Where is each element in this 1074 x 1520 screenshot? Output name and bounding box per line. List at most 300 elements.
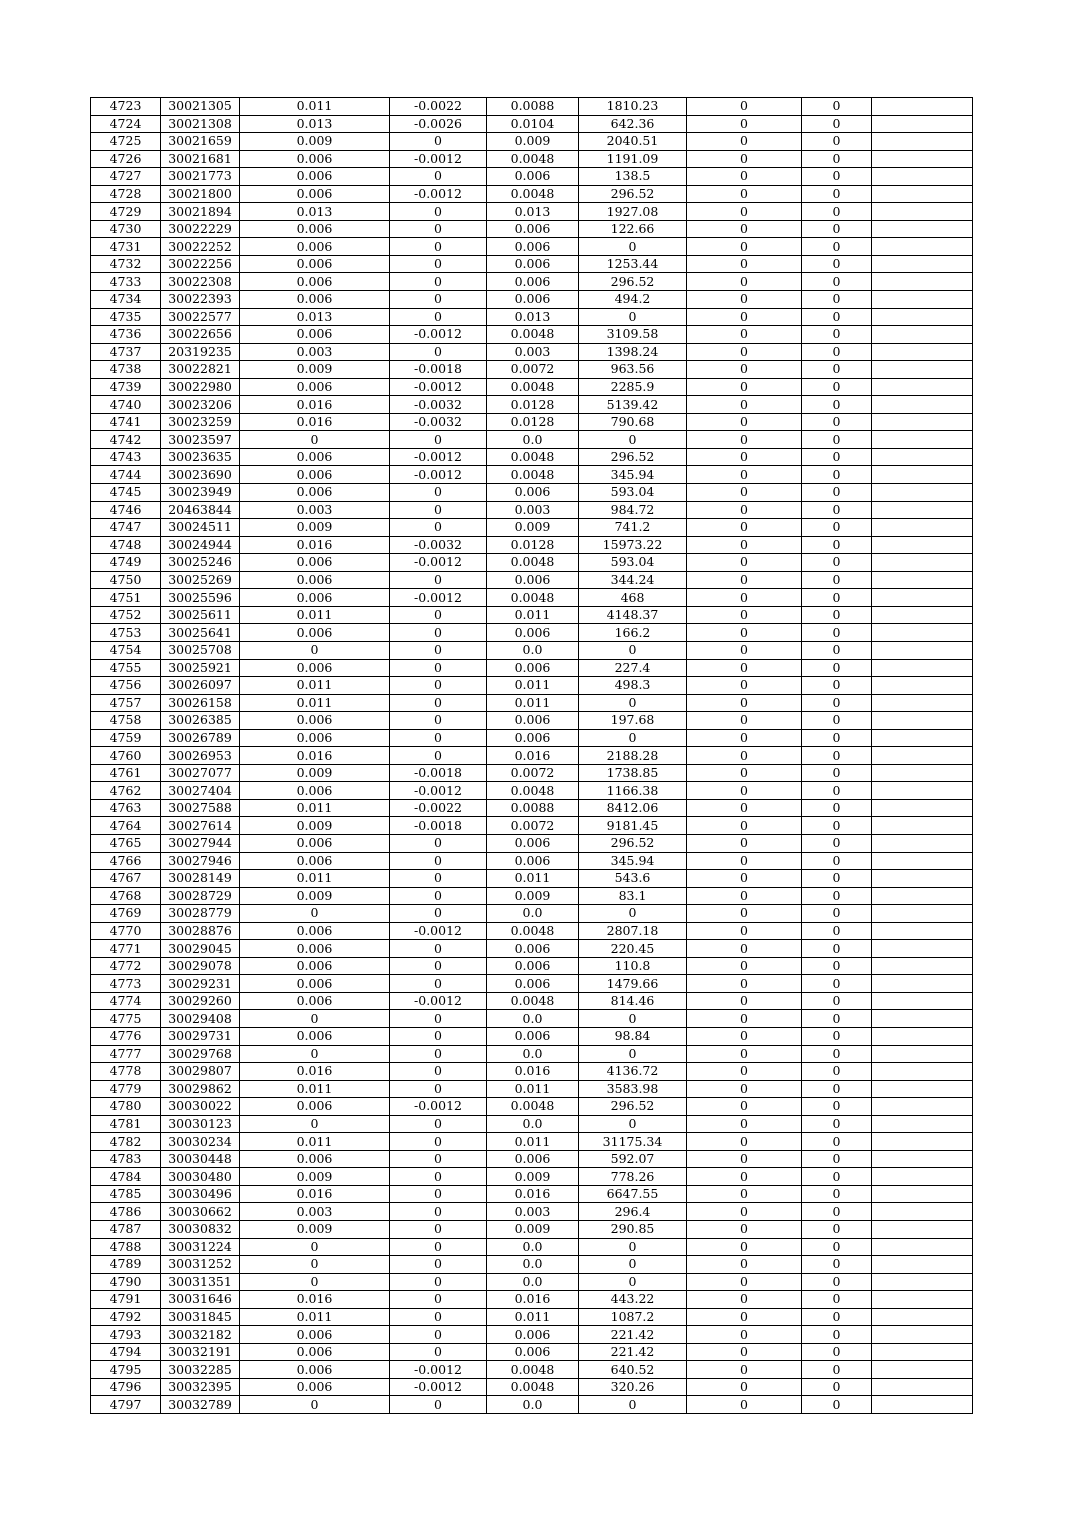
col-g-cell: 0 (687, 747, 802, 765)
blank-cell (872, 1256, 973, 1274)
row-number-cell: 4757 (91, 694, 161, 712)
col-h-cell: 0 (802, 1098, 872, 1116)
value-c-cell: 0.0088 (487, 799, 579, 817)
value-a-cell: 0.009 (240, 361, 390, 379)
table-row (91, 641, 973, 659)
table-row (91, 1396, 973, 1414)
table-row (91, 677, 973, 695)
row-number-cell: 4780 (91, 1098, 161, 1116)
amount-cell: 0 (579, 1256, 687, 1274)
blank-cell (872, 431, 973, 449)
row-number-cell: 4775 (91, 1010, 161, 1028)
id-cell: 30024511 (161, 519, 240, 537)
value-c-cell: 0.003 (487, 343, 579, 361)
col-g-cell: 0 (687, 1045, 802, 1063)
value-c-cell: 0.009 (487, 1221, 579, 1239)
id-cell: 30030123 (161, 1115, 240, 1133)
blank-cell (872, 1115, 973, 1133)
table-row (91, 1343, 973, 1361)
id-cell: 30030480 (161, 1168, 240, 1186)
table-row (91, 1010, 973, 1028)
row-number-cell: 4738 (91, 361, 161, 379)
table-row (91, 1221, 973, 1239)
row-number-cell: 4727 (91, 168, 161, 186)
col-g-cell: 0 (687, 852, 802, 870)
row-number-cell: 4786 (91, 1203, 161, 1221)
row-number-cell: 4747 (91, 519, 161, 537)
value-c-cell: 0.006 (487, 834, 579, 852)
amount-cell: 0 (579, 905, 687, 923)
col-g-cell: 0 (687, 220, 802, 238)
value-c-cell: 0.0 (487, 431, 579, 449)
row-number-cell: 4764 (91, 817, 161, 835)
row-number-cell: 4777 (91, 1045, 161, 1063)
table-row (91, 1045, 973, 1063)
value-a-cell: 0.011 (240, 98, 390, 116)
table-row (91, 1273, 973, 1291)
table-row (91, 203, 973, 221)
amount-cell: 0 (579, 1238, 687, 1256)
blank-cell (872, 694, 973, 712)
value-c-cell: 0.0 (487, 1273, 579, 1291)
blank-cell (872, 185, 973, 203)
value-c-cell: 0.016 (487, 1063, 579, 1081)
col-h-cell: 0 (802, 1378, 872, 1396)
col-g-cell: 0 (687, 554, 802, 572)
col-h-cell: 0 (802, 519, 872, 537)
id-cell: 30022229 (161, 220, 240, 238)
col-g-cell: 0 (687, 834, 802, 852)
amount-cell: 0 (579, 431, 687, 449)
col-g-cell: 0 (687, 1098, 802, 1116)
blank-cell (872, 1168, 973, 1186)
id-cell: 30022393 (161, 291, 240, 309)
value-a-cell: 0 (240, 1273, 390, 1291)
value-b-cell: 0 (390, 1045, 487, 1063)
id-cell: 30025641 (161, 624, 240, 642)
row-number-cell: 4748 (91, 536, 161, 554)
col-g-cell: 0 (687, 203, 802, 221)
id-cell: 30022308 (161, 273, 240, 291)
blank-cell (872, 922, 973, 940)
row-number-cell: 4784 (91, 1168, 161, 1186)
row-number-cell: 4789 (91, 1256, 161, 1274)
blank-cell (872, 992, 973, 1010)
col-g-cell: 0 (687, 817, 802, 835)
col-g-cell: 0 (687, 712, 802, 730)
table-row (91, 1185, 973, 1203)
blank-cell (872, 466, 973, 484)
row-number-cell: 4765 (91, 834, 161, 852)
amount-cell: 2188.28 (579, 747, 687, 765)
amount-cell: 6647.55 (579, 1185, 687, 1203)
table-row (91, 484, 973, 502)
value-a-cell: 0.016 (240, 747, 390, 765)
id-cell: 30027944 (161, 834, 240, 852)
row-number-cell: 4781 (91, 1115, 161, 1133)
table-row (91, 1133, 973, 1151)
col-g-cell: 0 (687, 1238, 802, 1256)
blank-cell (872, 1203, 973, 1221)
value-a-cell: 0.013 (240, 115, 390, 133)
row-number-cell: 4741 (91, 413, 161, 431)
value-c-cell: 0.009 (487, 1168, 579, 1186)
col-g-cell: 0 (687, 624, 802, 642)
table-row (91, 255, 973, 273)
table-row (91, 1291, 973, 1309)
value-b-cell: 0 (390, 1063, 487, 1081)
blank-cell (872, 957, 973, 975)
value-b-cell: 0 (390, 501, 487, 519)
value-a-cell: 0.006 (240, 1378, 390, 1396)
id-cell: 30029078 (161, 957, 240, 975)
col-h-cell: 0 (802, 1045, 872, 1063)
blank-cell (872, 817, 973, 835)
value-a-cell: 0 (240, 1010, 390, 1028)
amount-cell: 197.68 (579, 712, 687, 730)
value-c-cell: 0.006 (487, 1027, 579, 1045)
row-number-cell: 4753 (91, 624, 161, 642)
id-cell: 30029231 (161, 975, 240, 993)
amount-cell: 543.6 (579, 870, 687, 888)
col-h-cell: 0 (802, 203, 872, 221)
value-c-cell: 0.006 (487, 168, 579, 186)
amount-cell: 494.2 (579, 291, 687, 309)
amount-cell: 220.45 (579, 940, 687, 958)
value-b-cell: 0 (390, 203, 487, 221)
value-a-cell: 0 (240, 431, 390, 449)
col-h-cell: 0 (802, 1203, 872, 1221)
value-a-cell: 0.006 (240, 1361, 390, 1379)
table-row (91, 817, 973, 835)
row-number-cell: 4770 (91, 922, 161, 940)
col-h-cell: 0 (802, 1185, 872, 1203)
row-number-cell: 4791 (91, 1291, 161, 1309)
amount-cell: 593.04 (579, 484, 687, 502)
amount-cell: 1810.23 (579, 98, 687, 116)
value-c-cell: 0.0128 (487, 413, 579, 431)
value-c-cell: 0.011 (487, 677, 579, 695)
col-h-cell: 0 (802, 1273, 872, 1291)
col-g-cell: 0 (687, 1203, 802, 1221)
blank-cell (872, 150, 973, 168)
table-row (91, 291, 973, 309)
table-row (91, 220, 973, 238)
col-g-cell: 0 (687, 799, 802, 817)
value-a-cell: 0.006 (240, 185, 390, 203)
id-cell: 30025611 (161, 606, 240, 624)
col-g-cell: 0 (687, 887, 802, 905)
value-a-cell: 0.006 (240, 484, 390, 502)
blank-cell (872, 1098, 973, 1116)
value-b-cell: 0 (390, 308, 487, 326)
value-b-cell: -0.0012 (390, 589, 487, 607)
table-row (91, 799, 973, 817)
table-row (91, 606, 973, 624)
row-number-cell: 4743 (91, 448, 161, 466)
value-c-cell: 0.009 (487, 133, 579, 151)
value-b-cell: 0 (390, 1273, 487, 1291)
table-row (91, 905, 973, 923)
blank-cell (872, 975, 973, 993)
amount-cell: 296.52 (579, 448, 687, 466)
blank-cell (872, 1343, 973, 1361)
value-b-cell: -0.0012 (390, 554, 487, 572)
row-number-cell: 4779 (91, 1080, 161, 1098)
amount-cell: 227.4 (579, 659, 687, 677)
amount-cell: 1479.66 (579, 975, 687, 993)
col-h-cell: 0 (802, 606, 872, 624)
value-b-cell: 0 (390, 712, 487, 730)
col-h-cell: 0 (802, 747, 872, 765)
value-c-cell: 0.0088 (487, 98, 579, 116)
value-a-cell: 0.011 (240, 1308, 390, 1326)
id-cell: 30028149 (161, 870, 240, 888)
blank-cell (872, 782, 973, 800)
table-row (91, 361, 973, 379)
value-b-cell: 0 (390, 659, 487, 677)
amount-cell: 0 (579, 1273, 687, 1291)
value-a-cell: 0 (240, 1115, 390, 1133)
id-cell: 30029408 (161, 1010, 240, 1028)
blank-cell (872, 536, 973, 554)
blank-cell (872, 448, 973, 466)
table-row (91, 150, 973, 168)
value-b-cell: -0.0012 (390, 992, 487, 1010)
value-b-cell: 0 (390, 571, 487, 589)
id-cell: 30026158 (161, 694, 240, 712)
row-number-cell: 4745 (91, 484, 161, 502)
value-a-cell: 0 (240, 1256, 390, 1274)
table-row (91, 712, 973, 730)
col-g-cell: 0 (687, 448, 802, 466)
blank-cell (872, 729, 973, 747)
col-g-cell: 0 (687, 378, 802, 396)
value-c-cell: 0.011 (487, 870, 579, 888)
col-h-cell: 0 (802, 1168, 872, 1186)
blank-cell (872, 1150, 973, 1168)
col-g-cell: 0 (687, 1396, 802, 1414)
id-cell: 30031646 (161, 1291, 240, 1309)
amount-cell: 1253.44 (579, 255, 687, 273)
amount-cell: 814.46 (579, 992, 687, 1010)
value-c-cell: 0.0048 (487, 992, 579, 1010)
row-number-cell: 4795 (91, 1361, 161, 1379)
value-a-cell: 0.003 (240, 343, 390, 361)
amount-cell: 0 (579, 308, 687, 326)
id-cell: 30025246 (161, 554, 240, 572)
value-a-cell: 0.011 (240, 799, 390, 817)
amount-cell: 3583.98 (579, 1080, 687, 1098)
id-cell: 30021308 (161, 115, 240, 133)
value-c-cell: 0.0048 (487, 185, 579, 203)
amount-cell: 1087.2 (579, 1308, 687, 1326)
id-cell: 30026097 (161, 677, 240, 695)
col-h-cell: 0 (802, 992, 872, 1010)
id-cell: 30023597 (161, 431, 240, 449)
col-g-cell: 0 (687, 589, 802, 607)
row-number-cell: 4729 (91, 203, 161, 221)
value-c-cell: 0.006 (487, 712, 579, 730)
value-b-cell: -0.0012 (390, 1098, 487, 1116)
value-a-cell: 0.006 (240, 1027, 390, 1045)
amount-cell: 221.42 (579, 1343, 687, 1361)
col-g-cell: 0 (687, 641, 802, 659)
id-cell: 30026789 (161, 729, 240, 747)
table-row (91, 238, 973, 256)
col-h-cell: 0 (802, 431, 872, 449)
value-c-cell: 0.0 (487, 1256, 579, 1274)
value-a-cell: 0.006 (240, 273, 390, 291)
value-a-cell: 0 (240, 905, 390, 923)
row-number-cell: 4790 (91, 1273, 161, 1291)
col-h-cell: 0 (802, 255, 872, 273)
id-cell: 30024944 (161, 536, 240, 554)
table-row (91, 1238, 973, 1256)
col-g-cell: 0 (687, 975, 802, 993)
col-h-cell: 0 (802, 975, 872, 993)
row-number-cell: 4724 (91, 115, 161, 133)
amount-cell: 2807.18 (579, 922, 687, 940)
id-cell: 30025596 (161, 589, 240, 607)
value-a-cell: 0.009 (240, 519, 390, 537)
value-a-cell: 0.006 (240, 291, 390, 309)
col-h-cell: 0 (802, 589, 872, 607)
col-h-cell: 0 (802, 554, 872, 572)
amount-cell: 443.22 (579, 1291, 687, 1309)
value-a-cell: 0.011 (240, 1080, 390, 1098)
col-g-cell: 0 (687, 1256, 802, 1274)
col-g-cell: 0 (687, 606, 802, 624)
col-h-cell: 0 (802, 185, 872, 203)
amount-cell: 9181.45 (579, 817, 687, 835)
col-g-cell: 0 (687, 729, 802, 747)
row-number-cell: 4735 (91, 308, 161, 326)
amount-cell: 221.42 (579, 1326, 687, 1344)
value-a-cell: 0.011 (240, 1133, 390, 1151)
id-cell: 30027404 (161, 782, 240, 800)
value-b-cell: 0 (390, 1150, 487, 1168)
value-c-cell: 0.0 (487, 1010, 579, 1028)
col-g-cell: 0 (687, 922, 802, 940)
row-number-cell: 4726 (91, 150, 161, 168)
id-cell: 30026953 (161, 747, 240, 765)
col-g-cell: 0 (687, 1133, 802, 1151)
row-number-cell: 4760 (91, 747, 161, 765)
col-h-cell: 0 (802, 501, 872, 519)
id-cell: 30031252 (161, 1256, 240, 1274)
value-a-cell: 0.009 (240, 817, 390, 835)
value-c-cell: 0.013 (487, 203, 579, 221)
value-b-cell: 0 (390, 1010, 487, 1028)
col-g-cell: 0 (687, 185, 802, 203)
amount-cell: 0 (579, 238, 687, 256)
table-row (91, 185, 973, 203)
table-row (91, 98, 973, 116)
table-row (91, 133, 973, 151)
col-h-cell: 0 (802, 677, 872, 695)
amount-cell: 963.56 (579, 361, 687, 379)
col-h-cell: 0 (802, 1027, 872, 1045)
amount-cell: 1738.85 (579, 764, 687, 782)
value-a-cell: 0.003 (240, 1203, 390, 1221)
row-number-cell: 4754 (91, 641, 161, 659)
row-number-cell: 4734 (91, 291, 161, 309)
row-number-cell: 4749 (91, 554, 161, 572)
row-number-cell: 4759 (91, 729, 161, 747)
value-a-cell: 0.009 (240, 764, 390, 782)
table-row (91, 168, 973, 186)
id-cell: 20319235 (161, 343, 240, 361)
value-b-cell: 0 (390, 1221, 487, 1239)
col-g-cell: 0 (687, 677, 802, 695)
value-b-cell: 0 (390, 291, 487, 309)
table-row (91, 729, 973, 747)
value-b-cell: -0.0012 (390, 448, 487, 466)
col-g-cell: 0 (687, 326, 802, 344)
id-cell: 30028876 (161, 922, 240, 940)
col-h-cell: 0 (802, 571, 872, 589)
id-cell: 30025921 (161, 659, 240, 677)
table-row (91, 343, 973, 361)
id-cell: 30028729 (161, 887, 240, 905)
col-h-cell: 0 (802, 852, 872, 870)
id-cell: 30023949 (161, 484, 240, 502)
value-a-cell: 0.006 (240, 168, 390, 186)
amount-cell: 296.52 (579, 185, 687, 203)
amount-cell: 296.4 (579, 1203, 687, 1221)
value-c-cell: 0.006 (487, 484, 579, 502)
id-cell: 30029862 (161, 1080, 240, 1098)
id-cell: 30025708 (161, 641, 240, 659)
value-c-cell: 0.0 (487, 641, 579, 659)
row-number-cell: 4737 (91, 343, 161, 361)
value-a-cell: 0.009 (240, 887, 390, 905)
row-number-cell: 4755 (91, 659, 161, 677)
col-g-cell: 0 (687, 413, 802, 431)
value-b-cell: 0 (390, 606, 487, 624)
value-a-cell: 0.006 (240, 220, 390, 238)
row-number-cell: 4797 (91, 1396, 161, 1414)
table-row (91, 1168, 973, 1186)
amount-cell: 5139.42 (579, 396, 687, 414)
blank-cell (872, 1378, 973, 1396)
id-cell: 30026385 (161, 712, 240, 730)
value-a-cell: 0.006 (240, 659, 390, 677)
value-a-cell: 0.006 (240, 834, 390, 852)
id-cell: 30021659 (161, 133, 240, 151)
value-a-cell: 0.006 (240, 589, 390, 607)
value-b-cell: -0.0018 (390, 764, 487, 782)
value-b-cell: 0 (390, 694, 487, 712)
value-c-cell: 0.006 (487, 975, 579, 993)
value-c-cell: 0.016 (487, 1291, 579, 1309)
id-cell: 30030496 (161, 1185, 240, 1203)
value-c-cell: 0.011 (487, 1308, 579, 1326)
value-c-cell: 0.006 (487, 291, 579, 309)
col-h-cell: 0 (802, 1256, 872, 1274)
col-g-cell: 0 (687, 1361, 802, 1379)
table-row (91, 992, 973, 1010)
id-cell: 30021800 (161, 185, 240, 203)
blank-cell (872, 115, 973, 133)
value-a-cell: 0 (240, 1396, 390, 1414)
value-b-cell: 0 (390, 834, 487, 852)
id-cell: 30030234 (161, 1133, 240, 1151)
id-cell: 30032789 (161, 1396, 240, 1414)
id-cell: 30022252 (161, 238, 240, 256)
value-b-cell: 0 (390, 168, 487, 186)
